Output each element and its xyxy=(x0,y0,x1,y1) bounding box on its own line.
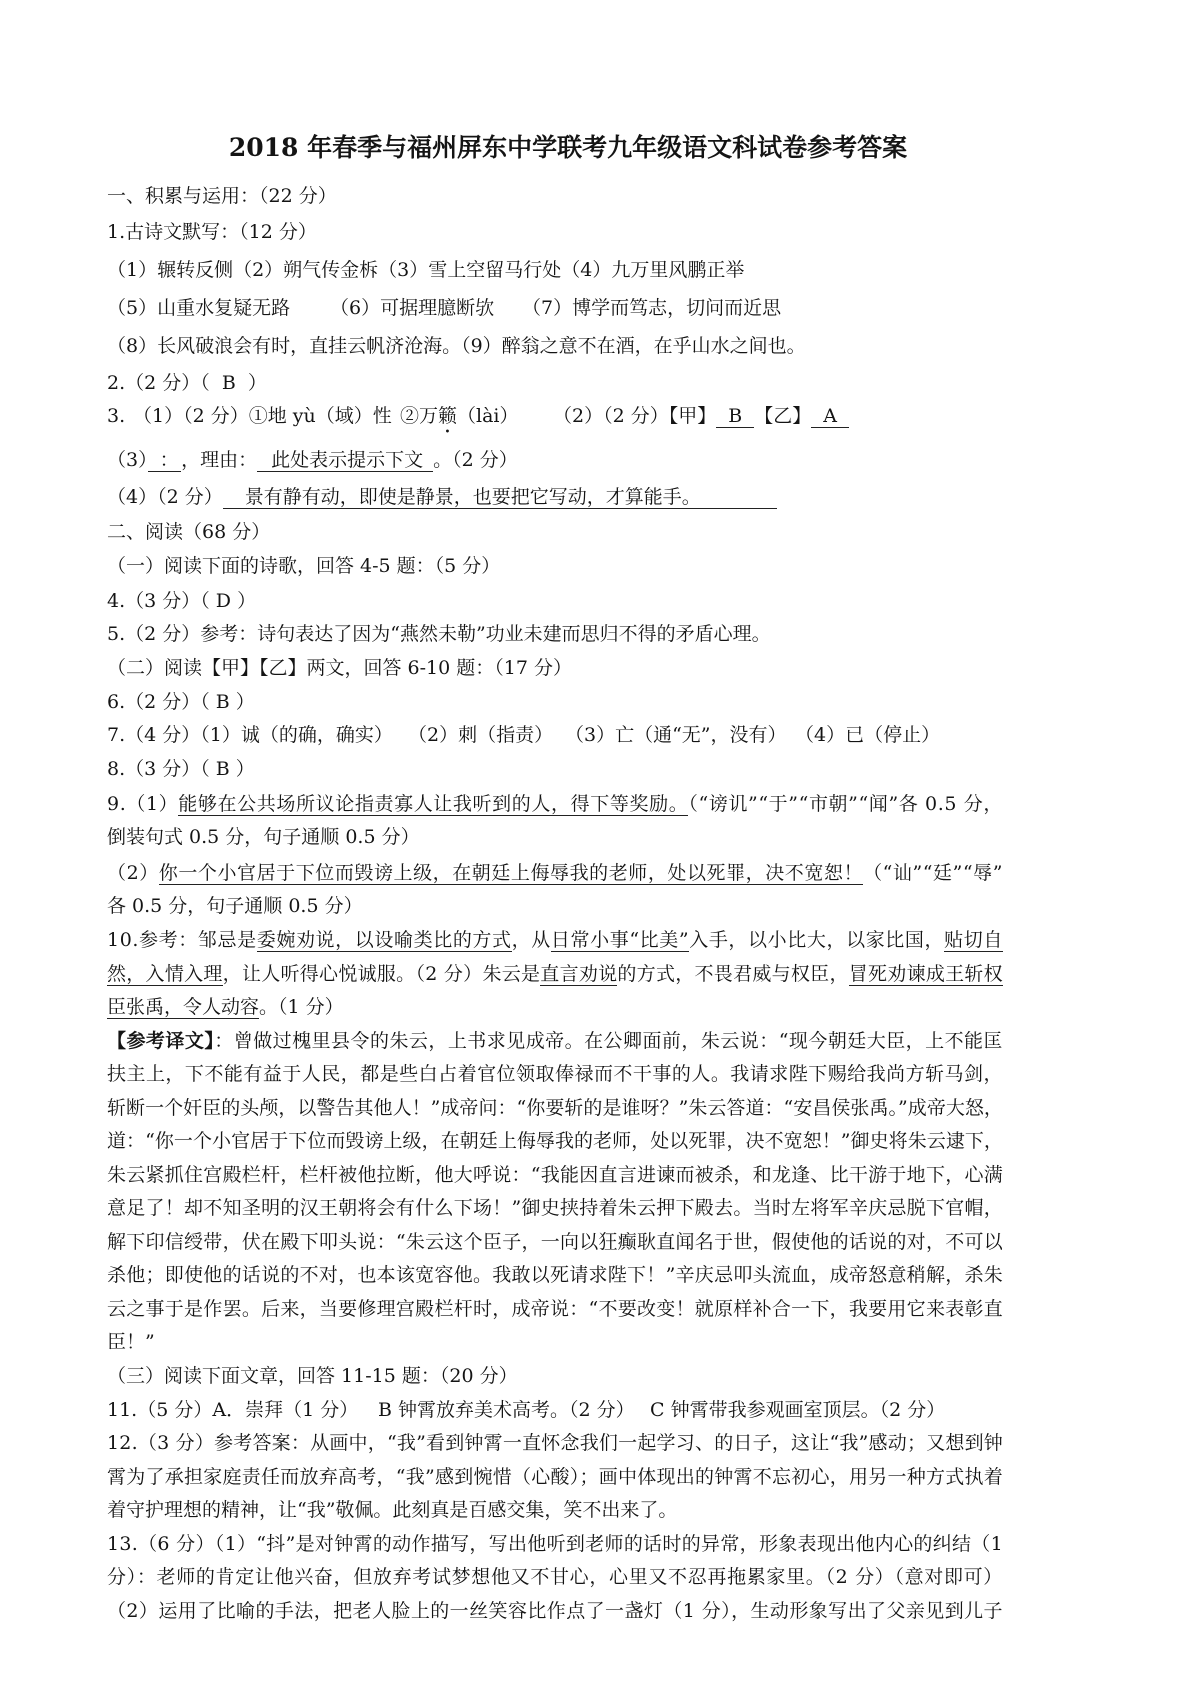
answer-text: 13.（6 分）（1）“抖”是对钟霄的动作描写，写出他听到老师的话时的异常，形象表现出他内心的纠结（1 xyxy=(107,1533,1004,1555)
translation-text: 云之事于是作罢。后来，当要修理宫殿栏杆时，成帝说：“不要改变！就原样补合一下，我要用它来表彰直 xyxy=(107,1298,1003,1320)
underlined-answer: 委婉劝说，以设喻类比的方式 xyxy=(256,929,512,951)
translation-line-6 xyxy=(107,1194,1003,1222)
answer-text: 各 0.5 分，句子通顺 0.5 分） xyxy=(107,895,363,917)
q1-answers-line-2 xyxy=(107,294,1003,322)
q9-answer-1-line-1 xyxy=(107,790,1003,818)
q12-answer-line-3 xyxy=(107,1496,1003,1524)
answer-part-2 xyxy=(553,402,849,430)
underlined-answer: ： xyxy=(148,449,182,472)
section-1-heading xyxy=(107,182,1003,210)
q10-answer-line-1 xyxy=(107,926,1003,954)
bold-label: 【参考译文】 xyxy=(107,1030,215,1052)
answer-4: （4）已（停止） xyxy=(795,724,941,746)
underlined-answer: 贴切自 xyxy=(944,929,1003,951)
q1-answers-line-1 xyxy=(107,256,1003,284)
q3-answer-part-3 xyxy=(107,446,1003,474)
q13-answer-1-line-1 xyxy=(107,1530,1003,1558)
q9-answer-2-line-1 xyxy=(107,859,1003,887)
q9-answer-2-line-2 xyxy=(107,892,1003,920)
answer-text: 12.（3 分）参考答案：从画中，“我”看到钟霄一直怀念我们一起学习、的日子，这让“我”感动；又想到钟 xyxy=(107,1432,1004,1454)
answer-text: 6.（2 分）（ B ） xyxy=(107,691,255,713)
answer-text: 2.（2 分）（ B ） xyxy=(107,372,267,394)
q3-answer-part-4 xyxy=(107,483,1003,511)
answer-6: （6）可据理臆断欤 xyxy=(330,297,495,319)
q12-answer-line-1 xyxy=(107,1429,1003,1457)
text-segment: （4）（2 分） xyxy=(107,486,223,508)
translation-line-2 xyxy=(107,1060,1003,1088)
text-segment: 9.（1） xyxy=(107,793,179,815)
heading-text: （二）阅读【甲】【乙】两文，回答 6-10 题：（17 分） xyxy=(107,657,572,679)
line-content xyxy=(107,996,344,1019)
q3-answer-part-1-2 xyxy=(107,402,1003,430)
answer-c: C 钟霄带我参观画室顶层。（2 分） xyxy=(650,1399,946,1421)
translation-line-1 xyxy=(107,1027,1003,1055)
heading-text: （一）阅读下面的诗歌，回答 4-5 题：（5 分） xyxy=(107,555,501,577)
answer-text: 倒装句式 0.5 分，句子通顺 0.5 分） xyxy=(107,826,420,848)
question-number: 3. xyxy=(107,405,126,427)
line-content xyxy=(107,793,1003,816)
pinyin-text: （lài） xyxy=(457,405,519,427)
q7-answer xyxy=(107,721,1003,749)
q11-answer xyxy=(107,1396,1003,1424)
answer-part-1a: （1）（2 分）①地 yù（域）性 xyxy=(133,405,392,427)
text-segment: 。（2 分） xyxy=(433,449,518,471)
answer-text: 分）：老师的肯定让他兴奋，但放弃考试梦想他又不甘心，心里又不忍再拖累家里。（2 分）（意对即可） xyxy=(107,1566,1003,1588)
q2-answer xyxy=(107,369,1003,397)
answer-text: 霄为了承担家庭责任而放弃高考，“我”感到惋惜（心酸）；画中体现出的钟霄不忘初心，用另一种方式执着 xyxy=(107,1466,1003,1488)
text-segment: （2） xyxy=(107,862,159,884)
translation-line-8 xyxy=(107,1261,1003,1289)
text-segment: （2）（2 分）【甲】 xyxy=(553,405,717,427)
answer-text: 5.（2 分）参考：诗句表达了因为“燕然未勒”功业未建而思归不得的矛盾心理。 xyxy=(107,623,771,645)
q13-answer-2-line-1 xyxy=(107,1597,1003,1625)
answer-b: B 钟霄放弃美术高考。（2 分） xyxy=(378,1399,635,1421)
answer-3: （3）亡（通“无”，没有） xyxy=(565,724,787,746)
q10-answer-line-2 xyxy=(107,960,1003,988)
translation-text: 意足了！却不知圣明的汉王朝将会有什么下场！”御史挟持着朱云押下殿去。当时左将军辛庆忌脱下官帽， xyxy=(107,1197,1003,1219)
answer-7: （7）博学而笃志，切问而近思 xyxy=(522,297,782,319)
translation-text: 解下印信绶带，伏在殿下叩头说：“朱云这个臣子，一向以狂癫耿直闻名于世，假使他的话说的对，不可以 xyxy=(107,1231,1003,1253)
q6-answer xyxy=(107,688,1003,716)
underlined-answer: 景有静有动，即使是静景，也要把它写动，才算能手。 xyxy=(223,486,777,509)
answer-2: （2）刺（指责） xyxy=(408,724,554,746)
text-segment: 【乙】 xyxy=(754,405,812,427)
heading-text: 一、积累与运用：（22 分） xyxy=(107,185,337,207)
translation-line-4 xyxy=(107,1127,1003,1155)
q4-answer xyxy=(107,587,1003,615)
translation-text: 道：“你一个小官居于下位而毁谤上级，在朝廷上侮辱我的老师，处以死罪，决不宽恕！”御史将朱云逮下， xyxy=(107,1130,1003,1152)
underlined-answer: 直言劝说 xyxy=(540,963,618,985)
line-content xyxy=(107,929,1003,952)
underlined-answer: 日常小事“比美” xyxy=(550,929,690,951)
question-heading-text: 1.古诗文默写：（12 分） xyxy=(107,221,317,243)
text-segment: （3） xyxy=(107,449,148,471)
translation-line-10 xyxy=(107,1328,1003,1356)
line-content xyxy=(107,963,1003,986)
answer-5: （5）山重水复疑无路 xyxy=(107,297,291,319)
underlined-answer: 臣张禹，令人动容 xyxy=(107,996,260,1018)
underlined-answer: A xyxy=(811,405,849,428)
document-title: 2018 年春季与福州屏东中学联考九年级语文科试卷参考答案 xyxy=(228,133,908,162)
translation-text: 杀他；即使他的话说的不对，也本该宽容他。我敢以死请求陛下！”辛庆忌叩头流血，成帝怒意稍解，杀朱 xyxy=(107,1264,1003,1286)
subsection-2-heading xyxy=(107,654,1003,682)
answer-text: （2）运用了比喻的手法，把老人脸上的一丝笑容比作点了一盏灯（1 分），生动形象写出了父亲见到儿子 xyxy=(107,1600,1003,1622)
q1-answers-line-3 xyxy=(107,332,1003,360)
translation-line-7 xyxy=(107,1228,1003,1256)
text-segment: （“谤讥”“于”“市朝”“闻”各 0.5 分， xyxy=(688,793,1003,815)
translation-line-9 xyxy=(107,1295,1003,1323)
answer-text: 8.（3 分）（ B ） xyxy=(107,758,255,780)
q12-answer-line-2 xyxy=(107,1463,1003,1491)
text-segment: （“讪”“廷”“辱” xyxy=(863,862,1003,884)
underlined-answer: 冒死劝谏成王斩权 xyxy=(848,963,1003,985)
q10-answer-line-3 xyxy=(107,993,1003,1021)
line-content xyxy=(107,486,777,509)
underlined-answer: 能够在公共场所议论指责寡人让我听到的人，得下等奖励。 xyxy=(178,793,689,815)
answer-text: 着守护理想的精神，让“我”敬佩。此刻真是百感交集，笑不出来了。 xyxy=(107,1499,678,1521)
text-segment: 10.参考：邹忌是 xyxy=(107,929,257,951)
text-segment: 的方式，不畏君威与权臣， xyxy=(617,963,849,985)
subsection-1-heading xyxy=(107,552,1003,580)
emphasis-char: 籁 xyxy=(438,405,458,427)
translation-text: 臣！” xyxy=(107,1331,155,1353)
text-segment: 。（1 分） xyxy=(259,996,344,1018)
translation-text: 朱云紧抓住宫殿栏杆，栏杆被他拉断，他大呼说：“我能因直言进谏而被杀，和龙逢、比干游于地下，心满 xyxy=(107,1164,1003,1186)
q1-heading xyxy=(107,218,1003,246)
answer-text: （8）长风破浪会有时，直挂云帆济沧海。（9）醉翁之意不在酒，在乎山水之间也。 xyxy=(107,335,806,357)
q9-answer-1-line-2 xyxy=(107,823,1003,851)
line-content xyxy=(107,1030,1003,1052)
subsection-3-heading xyxy=(107,1362,1003,1390)
translation-text: 斩断一个奸臣的头颅，以警告其他人！”成帝问：“你要斩的是谁呀？”朱云答道：“安昌侯张禹。”成帝大怒， xyxy=(107,1097,1003,1119)
translation-text: 扶主上，下不能有益于人民，都是些白占着官位领取俸禄而不干事的人。我请求陛下赐给我尚方斩马剑， xyxy=(107,1063,1003,1085)
q13-answer-1-line-2 xyxy=(107,1563,1003,1591)
text-segment: ，从 xyxy=(511,929,551,951)
underlined-answer: 你一个小官居于下位而毁谤上级，在朝廷上侮辱我的老师，处以死罪，决不宽恕！ xyxy=(158,862,864,884)
heading-text: 二、阅读（68 分） xyxy=(107,521,271,543)
answer-part-1b xyxy=(400,402,519,438)
q5-answer xyxy=(107,620,1003,648)
answer-1: 7.（4 分）（1）诚（的确，确实） xyxy=(107,724,393,746)
section-2-heading xyxy=(107,518,1003,546)
text-segment: 入手，以小比大，以家比国， xyxy=(689,929,945,951)
answer-a: 11.（5 分）A．崇拜（1 分） xyxy=(107,1399,359,1421)
underlined-answer: 然，入情入理 xyxy=(107,963,223,985)
text-segment: ，让人听得心悦诚服。（2 分）朱云是 xyxy=(222,963,541,985)
translation-line-3 xyxy=(107,1094,1003,1122)
line-content xyxy=(107,449,518,472)
answer-text: （1）辗转反侧（2）朔气传金柝（3）雪上空留马行处（4）九万里风鹏正举 xyxy=(107,259,745,281)
text-segment: ②万 xyxy=(400,405,439,427)
heading-text: （三）阅读下面文章，回答 11-15 题：（20 分） xyxy=(107,1365,518,1387)
text-segment: ：曾做过槐里县令的朱云，上书求见成帝。在公卿面前，朱云说：“现今朝廷大臣，上不能匡 xyxy=(214,1030,1003,1052)
translation-line-5 xyxy=(107,1161,1003,1189)
q8-answer xyxy=(107,755,1003,783)
answer-text: 4.（3 分）（ D ） xyxy=(107,590,257,612)
underlined-answer: B xyxy=(716,405,754,428)
text-segment: ，理由： xyxy=(181,449,258,471)
underlined-answer: 此处表示提示下文 xyxy=(257,449,433,472)
line-content xyxy=(107,862,1003,885)
